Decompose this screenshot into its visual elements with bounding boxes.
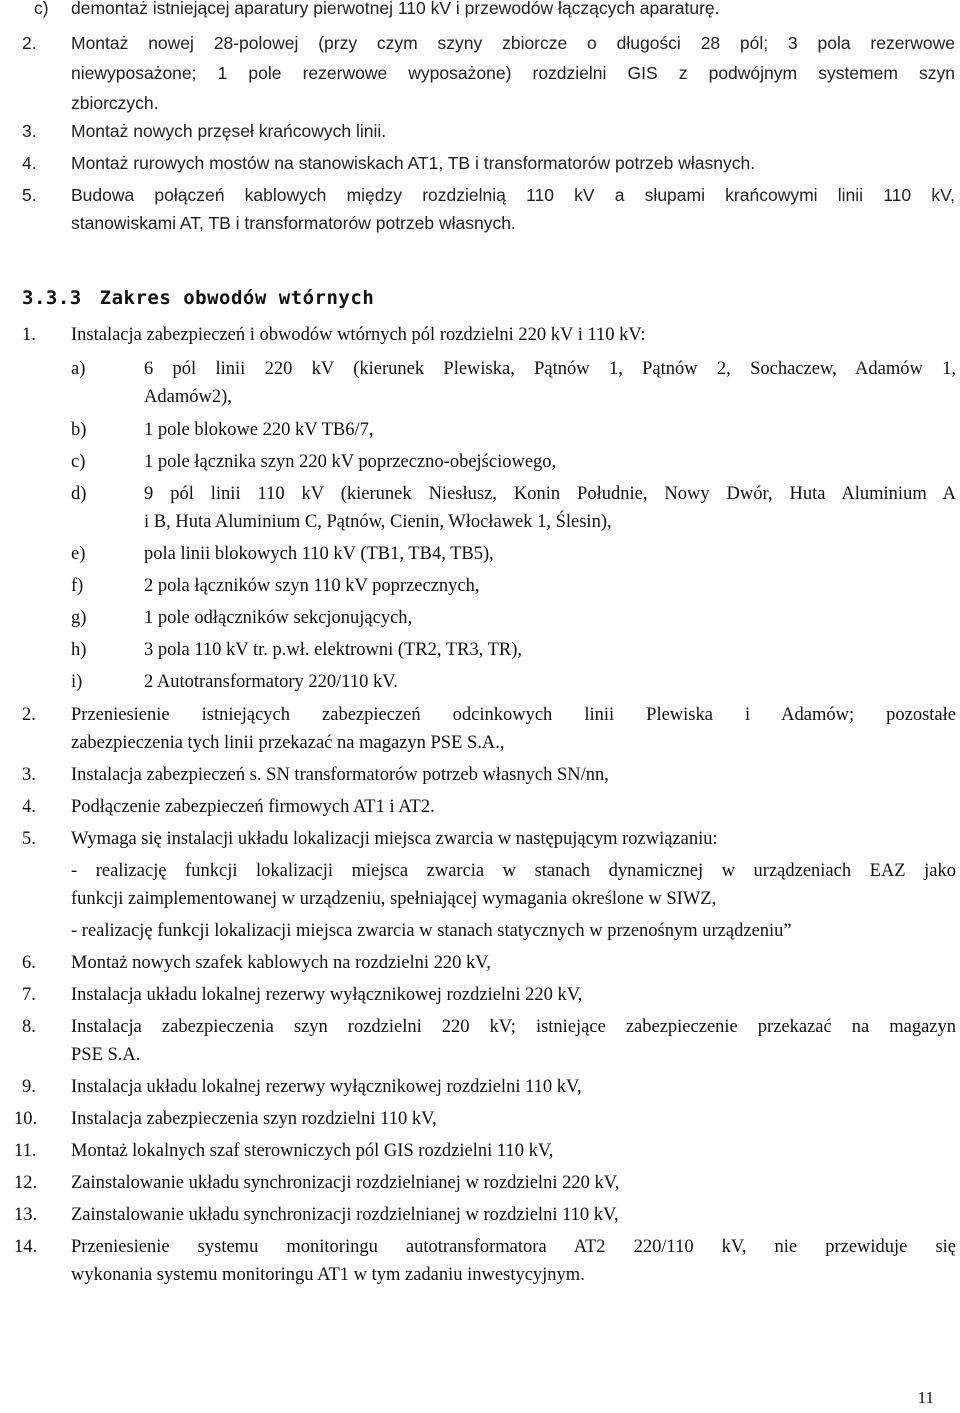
- item-number: 1.: [22, 325, 36, 345]
- item-number: 13.: [14, 1205, 38, 1225]
- item-text: Montaż lokalnych szaf sterowniczych pól GIS rozdzielni 110 kV,: [71, 1141, 554, 1161]
- item-number: 6.: [22, 953, 36, 973]
- item-label: c): [34, 0, 49, 18]
- section-heading: [22, 287, 374, 309]
- item-text: PSE S.A.: [71, 1045, 141, 1065]
- item-number: 12.: [14, 1173, 38, 1193]
- item-number: 2.: [22, 33, 37, 53]
- sub-item-label: b): [71, 420, 87, 440]
- item-text: Zainstalowanie układu synchronizacji rozdzielnianej w rozdzielni 110 kV,: [71, 1205, 619, 1225]
- item-number: 9.: [22, 1077, 36, 1097]
- item-text: zbiorczych.: [71, 93, 159, 113]
- sub-item-text: i B, Huta Aluminium C, Pątnów, Cienin, Włocławek 1, Ślesin),: [144, 512, 612, 532]
- item-text: Podłączenie zabezpieczeń firmowych AT1 i AT2.: [71, 797, 435, 817]
- sub-item-text: 1 pole łącznika szyn 220 kV poprzeczno-obejściowego,: [144, 452, 557, 472]
- item-number: 14.: [14, 1237, 38, 1257]
- item-number: 10.: [14, 1109, 38, 1129]
- sub-item-text: 2 Autotransformatory 220/110 kV.: [144, 672, 398, 692]
- item-text: Instalacja układu lokalnej rezerwy wyłącznikowej rozdzielni 110 kV,: [71, 1077, 582, 1097]
- item-text: zabezpieczenia tych linii przekazać na magazyn PSE S.A.,: [71, 733, 505, 753]
- sub-item-label: e): [71, 544, 86, 564]
- item-number: 3.: [22, 765, 36, 785]
- item-text: Instalacja zabezpieczenia szyn rozdzielni 220 kV; istniejące zabezpieczenie przekazać na magazyn: [71, 1017, 956, 1037]
- sub-item-text: pola linii blokowych 110 kV (TB1, TB4, TB5),: [144, 544, 494, 564]
- section-title: Zakres obwodów wtórnych: [99, 287, 375, 309]
- sub-item-label: d): [71, 484, 87, 504]
- item-number: 11.: [14, 1141, 37, 1161]
- dash-item-text: - realizację funkcji lokalizacji miejsca zwarcia w stanach dynamicznej w urządzeniach EAZ jako: [71, 861, 956, 881]
- item-text: Instalacja zabezpieczeń i obwodów wtórnych pól rozdzielni 220 kV i 110 kV:: [71, 325, 646, 345]
- item-text: Przeniesienie istniejących zabezpieczeń odcinkowych linii Plewiska i Adamów; pozostałe: [71, 705, 956, 725]
- sub-item-label: f): [71, 576, 84, 596]
- item-text: niewyposażone; 1 pole rezerwowe wyposażone) rozdzielni GIS z podwójnym systemem szyn: [71, 63, 955, 83]
- item-number: 4.: [22, 797, 36, 817]
- item-text: demontaż istniejącej aparatury pierwotnej 110 kV i przewodów łączących aparaturę.: [71, 0, 720, 18]
- sub-item-text: 9 pól linii 110 kV (kierunek Niesłusz, Konin Południe, Nowy Dwór, Huta Aluminium A: [144, 484, 956, 504]
- sub-item-text: 3 pola 110 kV tr. p.wł. elektrowni (TR2, TR3, TR),: [144, 640, 523, 660]
- sub-item-text: 2 pola łączników szyn 110 kV poprzecznych,: [144, 576, 480, 596]
- sub-item-label: a): [71, 359, 86, 379]
- item-text: Przeniesienie systemu monitoringu autotransformatora AT2 220/110 kV, nie przewiduje się: [71, 1237, 956, 1257]
- sub-item-label: h): [71, 640, 87, 660]
- sub-item-label: c): [71, 452, 86, 472]
- item-text: Montaż nowych szafek kablowych na rozdzielni 220 kV,: [71, 953, 491, 973]
- sub-item-text: 1 pole odłączników sekcjonujących,: [144, 608, 413, 628]
- item-text: Wymaga się instalacji układu lokalizacji miejsca zwarcia w następującym rozwiązaniu:: [71, 829, 718, 849]
- item-number: 5.: [22, 829, 36, 849]
- item-text: Montaż nowych przęseł krańcowych linii.: [71, 121, 387, 141]
- item-number: 4.: [22, 153, 37, 173]
- item-text: Instalacja zabezpieczeń s. SN transformatorów potrzeb własnych SN/nn,: [71, 765, 609, 785]
- item-text: Budowa połączeń kablowych między rozdzielnią 110 kV a słupami krańcowymi linii 110 kV,: [71, 185, 955, 205]
- item-text: Instalacja układu lokalnej rezerwy wyłącznikowej rozdzielni 220 kV,: [71, 985, 583, 1005]
- sub-item-label: g): [71, 608, 87, 628]
- item-number: 8.: [22, 1017, 36, 1037]
- item-number: 3.: [22, 121, 37, 141]
- item-text: Instalacja zabezpieczenia szyn rozdzielni 110 kV,: [71, 1109, 437, 1129]
- page-number: 11: [917, 1388, 934, 1407]
- sub-item-text: 1 pole blokowe 220 kV TB6/7,: [144, 420, 374, 440]
- dash-item-text: - realizację funkcji lokalizacji miejsca zwarcia w stanach statycznych w przenośnym urządzeniu”: [71, 921, 792, 941]
- item-text: stanowiskami AT, TB i transformatorów potrzeb własnych.: [71, 213, 516, 233]
- item-text: wykonania systemu monitoringu AT1 w tym zadaniu inwestycyjnym.: [71, 1265, 585, 1285]
- item-number: 5.: [22, 185, 37, 205]
- sub-item-label: i): [71, 672, 83, 692]
- sub-item-text: Adamów2),: [144, 387, 232, 407]
- sub-item-text: 6 pól linii 220 kV (kierunek Plewiska, Pątnów 1, Pątnów 2, Sochaczew, Adamów 1,: [144, 359, 956, 379]
- item-text: Montaż nowej 28-polowej (przy czym szyny zbiorcze o długości 28 pól; 3 pola rezerwowe: [71, 33, 955, 53]
- section-number: 3.3.3: [22, 287, 82, 309]
- dash-item-text: funkcji zaimplementowanej w urządzeniu, spełniającej wymagania określone w SIWZ,: [71, 889, 717, 909]
- item-text: Zainstalowanie układu synchronizacji rozdzielnianej w rozdzielni 220 kV,: [71, 1173, 620, 1193]
- item-number: 7.: [22, 985, 36, 1005]
- item-number: 2.: [22, 705, 36, 725]
- item-text: Montaż rurowych mostów na stanowiskach AT1, TB i transformatorów potrzeb własnych.: [71, 153, 756, 173]
